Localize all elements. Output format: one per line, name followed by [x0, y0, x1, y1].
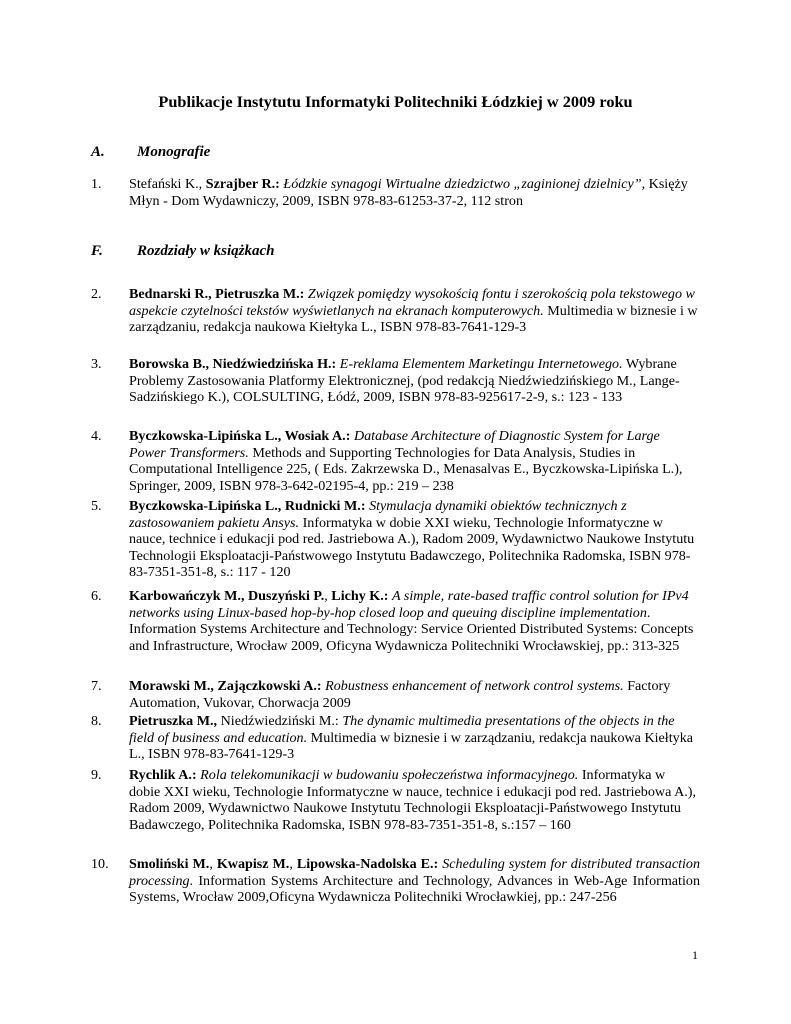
- entry-details: Księży Młyn - Dom Wydawniczy, 2009, ISBN 978-83-61253-37-2, 112 stron: [129, 176, 688, 209]
- entry-title: Database Architecture of Diagnostic System for Large Power Transformers.: [129, 428, 660, 461]
- entry-number: 6.: [91, 588, 102, 604]
- entry-title: Łódzkie synagogi Wirtualne dziedzictwo „zaginionej dzielnicy”,: [283, 176, 646, 192]
- entry-authors-bold: Morawski M., Zajączkowski A.:: [129, 678, 322, 694]
- entry-authors-bold: Byczkowska-Lipińska L., Wosiak A.:: [129, 428, 351, 444]
- entry-title: A simple, rate-based traffic control solution for IPv4 networks using Linux-based hop-by-hop closed loop and queuing discipline implementation: [129, 588, 689, 621]
- page-number: 1: [692, 948, 698, 962]
- section-heading-monografie: [91, 143, 210, 161]
- entry-details: Factory Automation, Vukovar, Chorwacja 2009: [129, 678, 671, 711]
- entry-authors-bold: Smoliński M.: [129, 856, 210, 872]
- entry-details: Wybrane Problemy Zastosowania Platformy Elektronicznej, (pod redakcją Niedźwiedzińskiego M., Lange-Sadzińskiego K.), COLSULTING, Łódź, 2009, ISBN 978-83-925617-2-9, s.: 123 - 133: [129, 356, 680, 405]
- entry-title: Robustness enhancement of network control systems.: [325, 678, 624, 694]
- entry-authors-bold: Kwapisz M.: [216, 856, 290, 872]
- entry-number: 8.: [91, 713, 102, 729]
- entry-number: 10.: [91, 856, 109, 872]
- entry-authors-bold: Karbowańczyk M., Duszyński P.: [129, 588, 325, 604]
- section-heading-rozdzialy: [91, 242, 275, 260]
- entry-title: Stymulacja dynamiki obiektów technicznych z zastosowaniem pakietu Ansys.: [129, 498, 627, 531]
- entry-number: 3.: [91, 356, 102, 372]
- entry-details: . Information Systems Architecture and Technology, Advances in Web-Age Information Systems, Wrocław 2009,Oficyna Wydawnicza Politechniki Wrocławkiej, pp.: 247-256: [129, 872, 700, 905]
- list-item: [91, 588, 700, 654]
- entry-authors-bold: Szrajber R.:: [205, 176, 280, 192]
- entry-number: 9.: [91, 767, 102, 783]
- entry-details: Methods and Supporting Technologies for Data Analysis, Studies in Computational Intelligence 225, ( Eds. Zakrzewska D., Menasalvas E., Byczkowska-Lipińska L.), Springer, 2009, ISBN 978-3-642-02195-4, pp.: 219 – 238: [129, 444, 683, 494]
- entry-number: 5.: [91, 498, 102, 514]
- list-item: [91, 286, 700, 336]
- entry-number: 2.: [91, 286, 102, 302]
- list-item: [91, 176, 700, 209]
- page-title: Publikacje Instytutu Informatyki Politechniki Łódzkiej w 2009 roku: [158, 92, 633, 111]
- entry-details: Multimedia w biznesie i w zarządzaniu, redakcja naukowa Kiełtyka L., ISBN 978-83-7641-129-3: [129, 729, 693, 762]
- entry-title: E-reklama Elementem Marketingu Internetowego.: [339, 356, 623, 372]
- section-heading-text: Rozdziały w książkach: [137, 243, 275, 259]
- entry-title: Związek pomiędzy wysokością fontu i szerokością pola tekstowego w aspekcie czytelności tekstów wyświetlanych na ekranach komputerowych.: [129, 286, 695, 319]
- section-heading-text: Monografie: [137, 144, 211, 160]
- entry-number: 7.: [91, 678, 102, 694]
- entry-authors-bold: Byczkowska-Lipińska L., Rudnicki M.:: [129, 498, 366, 514]
- entry-number: 1.: [91, 176, 102, 192]
- list-item: [91, 678, 700, 711]
- entry-authors-bold: Bednarski R., Pietruszka M.:: [129, 286, 305, 302]
- section-letter: F.: [91, 243, 103, 259]
- list-item: [91, 498, 700, 581]
- entry-authors-bold: Lichy K.:: [331, 588, 389, 604]
- entry-authors-bold: Lipowska-Nadolska E.:: [296, 856, 439, 872]
- entry-authors-bold: Pietruszka M.,: [129, 713, 218, 729]
- entry-number: 4.: [91, 428, 102, 444]
- entry-authors-bold: Borowska B., Niedźwiedzińska H.:: [129, 356, 337, 372]
- entry-title: Scheduling system for distributed transaction processing: [129, 856, 701, 889]
- list-item: [91, 856, 700, 906]
- entry-authors-sep: ,: [289, 856, 297, 872]
- entry-authors-bold: Rychlik A.:: [129, 767, 197, 783]
- entry-details: . Information Systems Architecture and Technology: Service Oriented Distributed Systems: Concepts and Infrastructure, Wrocław 2009, Oficyna Wydawnicza Politechniki Wrocławskiej, pp.: 313-325: [129, 604, 694, 654]
- entry-details: Informatyka w dobie XXI wieku, Technologie Informatyczne w nauce, technice i edukacji pod red. Jastriebowa A.), Radom 2009, Wydawnictwo Naukowe Instytutu Technologii Eksploatacji-Państwowego Instytutu Badawczego, Politechnika Radomska, ISBN 978-83-7351-351-8, s.:157 – 160: [129, 767, 696, 833]
- section-letter: A.: [91, 144, 105, 160]
- list-item: [91, 356, 700, 406]
- list-item: [91, 767, 700, 833]
- entry-authors: Stefański K.,: [129, 176, 206, 192]
- entry-details: Multimedia w biznesie i w zarządzaniu, redakcja naukowa Kiełtyka L., ISBN 978-83-7641-129-3: [129, 302, 698, 335]
- entry-authors-plain: Niedźwiedziński M.:: [217, 713, 339, 729]
- entry-title: Rola telekomunikacji w budowaniu społeczeństwa informacyjnego.: [200, 767, 579, 783]
- entry-authors-sep: ,: [324, 588, 332, 604]
- entry-title: The dynamic multimedia presentations of the objects in the field of business and education.: [129, 713, 675, 746]
- entry-details: Informatyka w dobie XXI wieku, Technologie Informatyczne w nauce, technice i edukacji pod red. Jastriebowa A.), Radom 2009, Wydawnictwo Naukowe Instytutu Technologii Eksploatacji-Państwowego Instytutu Badawczego, Politechnika Radomska, ISBN 978-83-7351-351-8, s.: 117 - 120: [129, 514, 695, 580]
- list-item: [91, 428, 700, 494]
- entry-authors-sep: ,: [209, 856, 217, 872]
- list-item: [91, 713, 700, 763]
